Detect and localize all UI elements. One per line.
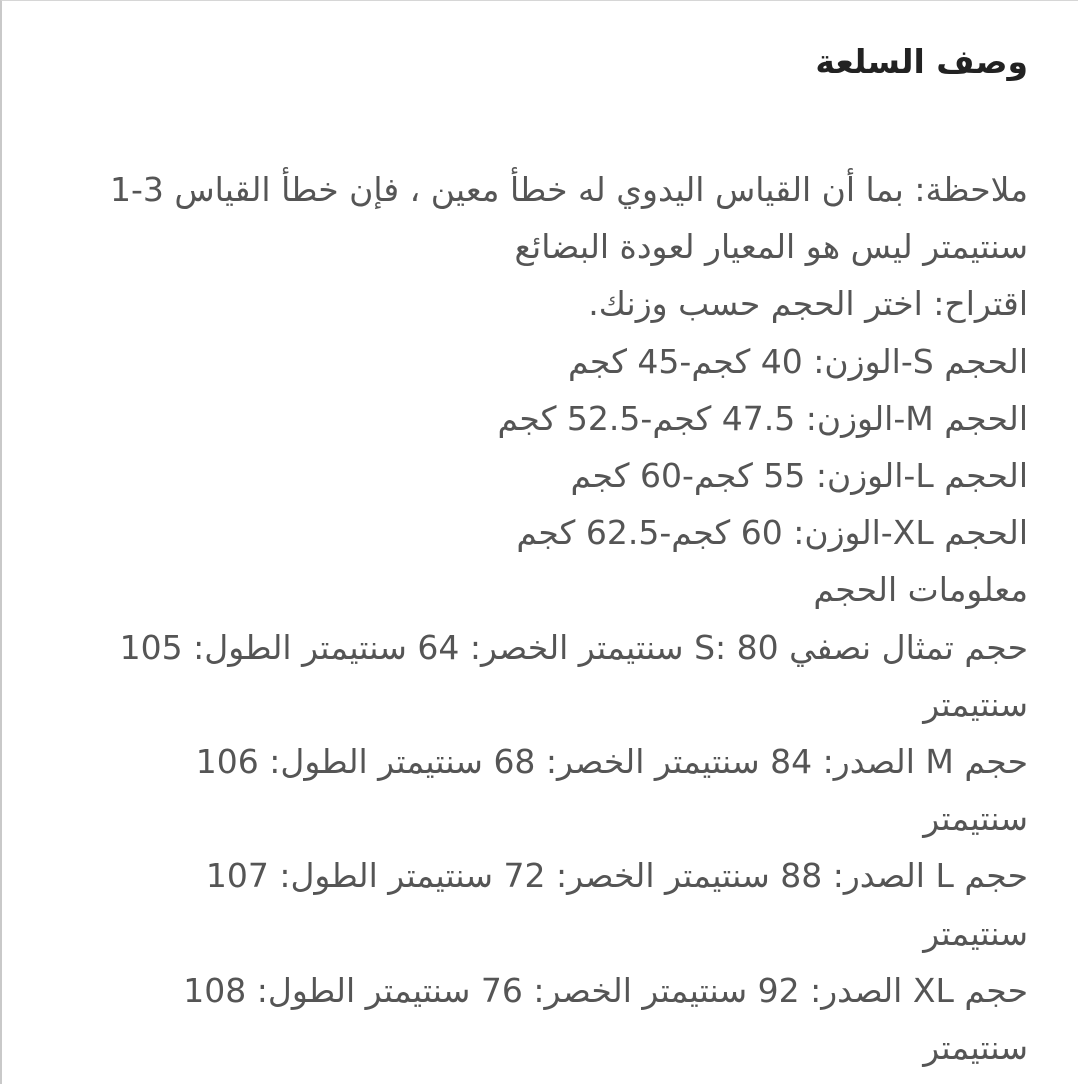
weight-size-xl: الحجم XL-الوزن: 60 كجم-62.5 كجم [516,513,1028,553]
note-line: ملاحظة: بما أن القياس اليدوي له خطأ معين ، فإن خطأ القياس 3-1 سنتيمتر ليس هو المعيار لعودة البضائع [109,170,1028,267]
measurement-size-s: حجم تمثال نصفي S: 80 سنتيمتر الخصر: 64 سنتيمتر الطول: 105 سنتيمتر [119,627,1028,724]
description-body [98,161,1028,1076]
section-title: وصف السلعة [815,42,1028,81]
measurement-size-m: حجم M الصدر: 84 سنتيمتر الخصر: 68 سنتيمتر الطول: 106 سنتيمتر [195,742,1028,839]
size-info-heading: معلومات الحجم [813,570,1028,610]
suggestion-line: اقتراح: اختر الحجم حسب وزنك. [588,284,1028,324]
weight-size-m: الحجم M-الوزن: 47.5 كجم-52.5 كجم [497,398,1028,438]
weight-size-l: الحجم L-الوزن: 55 كجم-60 كجم [570,456,1028,496]
measurement-size-xl: حجم XL الصدر: 92 سنتيمتر الخصر: 76 سنتيمتر الطول: 108 سنتيمتر [183,970,1028,1068]
measurement-size-l: حجم L الصدر: 88 سنتيمتر الخصر: 72 سنتيمتر الطول: 107 سنتيمتر [205,856,1028,953]
weight-size-s: الحجم S-الوزن: 40 كجم-45 كجم [567,341,1028,381]
